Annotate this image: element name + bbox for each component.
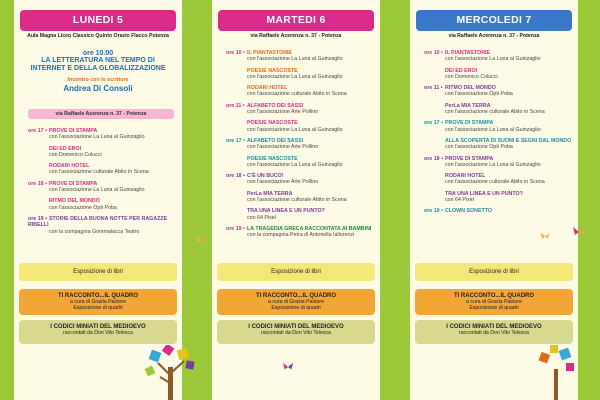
event-organizer: con l'associazione La Luna al Guinzaglio xyxy=(247,73,343,80)
event-title: RODARI HOTEL xyxy=(49,163,90,170)
expo-box xyxy=(19,263,177,281)
event-title: LA TRAGEDIA GRECA RACCONTATA AI BAMBINI xyxy=(247,225,372,232)
venue-address: Aula Magna Liceo Classico Quinto Orazio Flacco Potenza xyxy=(27,33,169,39)
event-item xyxy=(424,208,578,214)
day-column-wednesday xyxy=(410,0,578,400)
racconto-box xyxy=(19,289,177,315)
event-time: ore 17 • xyxy=(424,120,443,127)
event-time: ore 19 • xyxy=(226,225,245,232)
butterfly-icon xyxy=(282,362,294,372)
day-column-monday xyxy=(14,0,182,400)
expo-label: Esposizione di libri xyxy=(271,269,321,275)
event-title: PROVE DI STAMPA xyxy=(445,120,494,127)
event-title: PerLa MIA TERRA xyxy=(247,190,293,197)
event-title: STORIE DELLA BUONA NOTTE PER RAGAZZE RIBELLI xyxy=(28,215,168,229)
event-item xyxy=(445,191,578,204)
event-title: ALFABETO DEI SASSI xyxy=(247,102,304,109)
tree-illustration-left xyxy=(140,345,200,400)
codici-sub: raccontati da Don Vito Telesca xyxy=(459,330,529,336)
event-item xyxy=(49,146,182,159)
day-header: LUNEDI 5 xyxy=(20,10,176,31)
codici-sub: raccontati da Don Vito Telesca xyxy=(261,330,331,336)
expo-box xyxy=(415,263,573,281)
event-organizer: con l'associazione culturale Abito in Scena xyxy=(247,91,347,98)
event-title: PerLa MIA TERRA xyxy=(445,102,491,109)
event-organizer: con l'associazione Opti Poba xyxy=(49,204,117,211)
event-item xyxy=(424,50,578,63)
lecture-time: ore 10.00 xyxy=(82,50,114,57)
event-item xyxy=(28,216,182,235)
codici-box xyxy=(217,320,375,344)
codici-title: I CODICI MINIATI DEL MEDIOEVO xyxy=(446,324,542,330)
codici-title: I CODICI MINIATI DEL MEDIOEVO xyxy=(50,324,146,330)
event-title: POESIE NASCOSTE xyxy=(247,120,298,127)
event-item xyxy=(424,85,578,98)
event-title: TRA UNA LINEA E UN PUNTO? xyxy=(247,208,325,215)
event-item xyxy=(247,208,380,221)
butterfly-icon xyxy=(540,232,550,241)
event-item xyxy=(445,138,578,151)
venue-address: via Raffaele Acerenza n. 37 - Potenza xyxy=(448,33,540,39)
codici-box xyxy=(19,320,177,344)
expo-label: Esposizione di libri xyxy=(469,269,519,275)
codici-title: I CODICI MINIATI DEL MEDIOEVO xyxy=(248,324,344,330)
event-list xyxy=(14,128,182,240)
event-title: ALFABETO DEI SASSI xyxy=(247,137,304,144)
event-item xyxy=(226,226,380,239)
event-organizer: con l'associazione Opti Poba xyxy=(445,144,513,151)
event-organizer: con la compagnia Petra di Antonella Iallorenzi xyxy=(247,232,355,239)
event-title: DEI ED EROI xyxy=(445,67,478,74)
racconto-sub1: a cura di Grazia Pastore xyxy=(466,299,522,305)
event-item xyxy=(424,156,578,169)
event-time: ore 11 • xyxy=(226,102,245,109)
event-organizer: con l'associazione culturale Abito in Scena xyxy=(49,169,149,176)
racconto-sub1: a cura di Grazia Pastore xyxy=(268,299,324,305)
event-time: ore 18 • xyxy=(226,173,245,180)
event-organizer: con l'associazione Arte Pollino xyxy=(247,179,319,186)
event-title: TRA UNA LINEA E UN PUNTO? xyxy=(445,190,523,197)
event-title: C'È UN BUCO! xyxy=(247,173,284,180)
event-time: ore 17 • xyxy=(28,128,47,134)
event-item xyxy=(226,50,380,63)
event-organizer: con l'associazione La Luna al Guinzaglio xyxy=(247,126,343,133)
divider-strip-1 xyxy=(182,0,212,400)
event-organizer: con 64 Pixel xyxy=(247,214,276,221)
event-item xyxy=(226,103,380,116)
event-time: ore 19 • xyxy=(424,208,443,215)
expo-box xyxy=(217,263,375,281)
event-time: ore 18 • xyxy=(28,180,47,187)
racconto-box xyxy=(415,289,573,315)
event-title: POESIE NASCOSTE xyxy=(247,155,298,162)
event-item xyxy=(49,163,182,176)
divider-strip-2 xyxy=(380,0,410,400)
event-item xyxy=(49,198,182,211)
racconto-title: TI RACCONTO...IL QUADRO xyxy=(255,293,337,299)
event-item xyxy=(445,173,578,186)
event-list xyxy=(410,50,578,220)
lecture-title: LA LETTERATURA NEL TEMPO DI INTERNET E DELLA GLOBALIZZAZIONE xyxy=(30,57,166,72)
event-title: PROVE DI STAMPA xyxy=(445,155,494,162)
event-title: RITMO DEL MONDO xyxy=(445,85,496,92)
day-header: MARTEDI 6 xyxy=(218,10,374,31)
event-organizer: con 64 Pixel xyxy=(445,197,474,204)
event-title: PROVE DI STAMPA xyxy=(49,180,98,187)
racconto-sub2: Esposizione di quadri xyxy=(469,305,519,311)
codici-box xyxy=(415,320,573,344)
lecture-block xyxy=(14,50,182,93)
lecture-author: Andrea Di Consoli xyxy=(63,84,133,93)
event-item xyxy=(445,68,578,81)
event-title: PROVE DI STAMPA xyxy=(49,128,98,134)
event-item xyxy=(445,103,578,116)
day-header: MERCOLEDI 7 xyxy=(416,10,572,31)
event-list xyxy=(212,50,380,244)
event-organizer: con l'associazione La Luna al Guinzaglio xyxy=(49,134,145,141)
event-organizer: con l'associazione La Luna al Guinzaglio xyxy=(445,126,541,133)
event-organizer: con l'associazione La Luna al Guinzaglio xyxy=(247,56,343,63)
event-organizer: con l'associazione culturale Abito in Scena xyxy=(445,179,545,186)
expo-label: Esposizione di libri xyxy=(73,269,123,275)
event-title: RITMO DEL MONDO xyxy=(49,198,100,205)
day-column-tuesday xyxy=(212,0,380,400)
event-time: ore 11 • xyxy=(424,85,443,92)
event-organizer: con l'associazione La Luna al Guinzaglio xyxy=(49,187,145,194)
racconto-sub1: a cura di Grazia Pastore xyxy=(70,299,126,305)
event-organizer: con Domenico Colucci xyxy=(49,151,102,158)
event-title: POESIE NASCOSTE xyxy=(247,67,298,74)
event-item xyxy=(247,85,380,98)
event-time: ore 19 • xyxy=(28,215,47,222)
event-time: ore 10 • xyxy=(424,50,443,56)
event-title: ALLA SCOPERTA DI SUONI E SEGNI DAL MONDO xyxy=(445,137,572,144)
event-organizer: con l'associazione La Luna al Guinzaglio xyxy=(247,161,343,168)
event-organizer: con l'associazione culturale Abito in Scena xyxy=(445,109,545,116)
event-organizer: con l'associazione Arte Pollino xyxy=(247,144,319,151)
left-strip xyxy=(0,0,14,400)
racconto-box xyxy=(217,289,375,315)
event-item xyxy=(28,181,182,194)
event-organizer: con l'associazione culturale Abito in Scena xyxy=(247,197,347,204)
event-item xyxy=(247,120,380,133)
event-title: RODARI HOTEL xyxy=(445,173,486,180)
racconto-sub2: Esposizione di quadri xyxy=(271,305,321,311)
event-organizer: con la compagnia Gommalacca Teatro xyxy=(49,228,140,235)
racconto-title: TI RACCONTO...IL QUADRO xyxy=(453,293,535,299)
event-title: DEI ED EROI xyxy=(49,145,82,152)
tree-illustration-right xyxy=(530,345,580,400)
racconto-sub2: Esposizione di quadri xyxy=(73,305,123,311)
event-item xyxy=(424,120,578,133)
event-item xyxy=(247,191,380,204)
lecture-meet: Incontro con lo scrittore xyxy=(67,77,129,83)
event-item xyxy=(226,138,380,151)
event-organizer: con Domenico Colucci xyxy=(445,73,498,80)
event-title: RODARI HOTEL xyxy=(247,85,288,92)
codici-sub: raccontati da Don Vito Telesca xyxy=(63,330,133,336)
event-organizer: con l'associazione La Luna al Guinzaglio xyxy=(445,56,541,63)
event-organizer: con l'associazione Arte Pollino xyxy=(247,109,319,116)
event-title: IL PIANTASTORIE xyxy=(445,50,491,56)
event-time: ore 17 • xyxy=(226,137,245,144)
event-organizer: con l'associazione La Luna al Guinzaglio xyxy=(445,161,541,168)
event-item xyxy=(247,68,380,81)
venue-address-2: via Raffaele Acerenza n. 37 - Potenza xyxy=(28,109,174,119)
event-item xyxy=(28,128,182,141)
event-time: ore 10 • xyxy=(226,50,245,56)
venue-address: via Raffaele Acerenza n. 37 - Potenza xyxy=(250,33,342,39)
event-title: IL PIANTASTORIE xyxy=(247,50,293,56)
event-title: CLOWN SONETTO xyxy=(445,208,492,215)
right-strip xyxy=(578,0,600,400)
event-time: ore 18 • xyxy=(424,155,443,162)
butterfly-icon xyxy=(572,226,586,238)
butterfly-icon xyxy=(195,235,207,245)
racconto-title: TI RACCONTO...IL QUADRO xyxy=(57,293,139,299)
event-item xyxy=(226,173,380,186)
event-item xyxy=(247,156,380,169)
event-organizer: con l'associazione Opti Poba xyxy=(445,91,513,98)
